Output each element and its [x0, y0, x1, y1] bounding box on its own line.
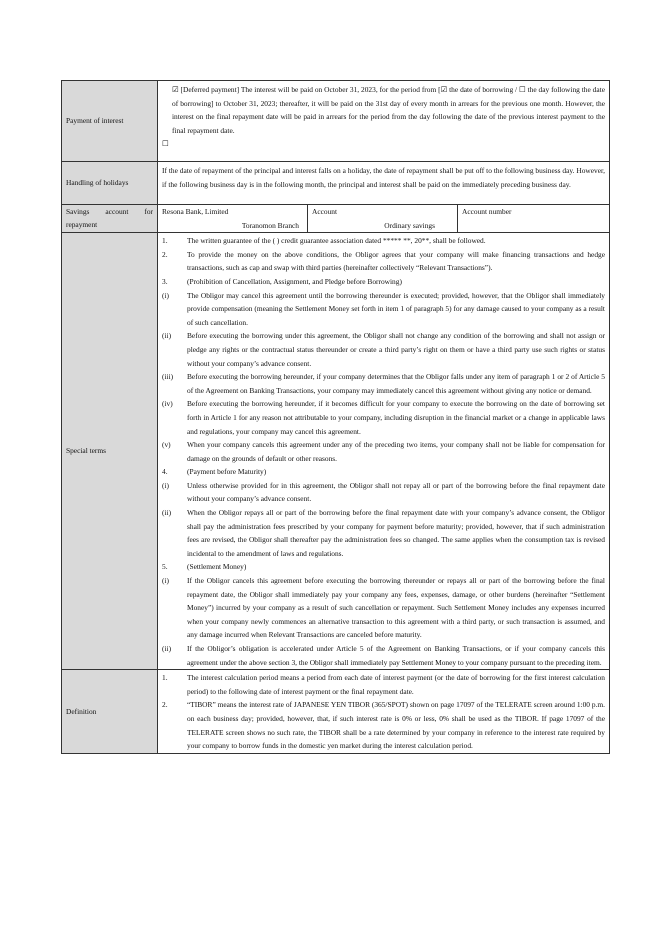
- clause-number: (iii): [162, 372, 174, 382]
- clause-item: [162, 275, 605, 289]
- clause-item: [162, 479, 605, 506]
- savings-account-label: Savings account for repayment: [62, 205, 158, 233]
- clause-number: (iv): [162, 399, 173, 409]
- clause-text: Before executing the borrowing hereunder, if your company determines that the Obligor falls under any item of paragraph 1 or 2 of Article 5 of the Agreement on Banking Transactions, your company may immediately cancel this agreement without giving any notice or demand.: [187, 372, 605, 395]
- clause-item: [162, 698, 605, 752]
- clause-text: When the Obligor repays all or part of the borrowing before the final repayment date with your company’s advance consent, the Obligor shall pay the administration fees prescribed by your company for payment before maturity; provided, however, that if such administration fees are revised, the Obligor shall thereafter pay the administration fees so changed. The same applies when the consumption tax is revised incidental to the amendment of laws and regulations.: [187, 508, 605, 558]
- clause-number: 1.: [162, 236, 168, 246]
- row-handling-of-holidays: [62, 162, 610, 205]
- clause-text: “TIBOR” means the interest rate of JAPANESE YEN TIBOR (365/SPOT) shown on page 17097 of the TELERATE screen around 1:00 p.m. on each business day; provided, however, that, if such interest rate is 0% or less, 0% shall be used as the TIBOR. If page 17097 of the TELERATE screen shows no such rate, the TIBOR shall be a rate determined by your company in reference to the interest rate required by your company to borrow funds in the domestic yen market during the interest calculation period.: [187, 700, 605, 751]
- row-special-terms: [62, 233, 610, 670]
- document-page: [61, 80, 609, 754]
- clause-number: 5.: [162, 562, 168, 572]
- account-number-label: Account number: [462, 207, 512, 216]
- clause-text: If the Obligor cancels this agreement before executing the borrowing thereunder or repays all or part of the borrowing before the final repayment date, the Obligor shall immediately pay your company any fees, expenses, damage, or other burdens (hereinafter “Settlement Money”) incurred by your company as a result of such cancellation or repayment. Such Settlement Money includes any expenses incurred when your company newly commences an alternative transaction to this agreement with a third party, or such transaction is assumed, and any damage incurred when Relevant Transactions are canceled before maturity.: [187, 576, 605, 640]
- clause-number: 2.: [162, 700, 168, 710]
- clause-item: [162, 438, 605, 465]
- clause-item: [162, 642, 605, 669]
- clause-number: (ii): [162, 331, 172, 341]
- row-payment-of-interest: [62, 81, 610, 162]
- clause-number: 3.: [162, 276, 168, 286]
- clause-item: [162, 560, 605, 574]
- bank-cell: [158, 205, 308, 233]
- clause-number: (v): [162, 440, 171, 450]
- clause-number: (i): [162, 290, 169, 300]
- clause-text: Before executing the borrowing hereunder, if it becomes difficult for your company to execute the borrowing on the date of borrowing set forth in Article 1 for any reason not attributable to your company, including disruption in the financial market or a change in applicable laws and regulations, your company may cancel this agreement.: [187, 399, 605, 436]
- clause-item: [162, 506, 605, 560]
- account-type: Ordinary savings: [384, 220, 435, 230]
- clause-text: When your company cancels this agreement under any of the preceding two items, your company shall not be liable for compensation for damage on the grounds of default or other reasons.: [187, 440, 605, 463]
- clause-text: Before executing the borrowing under this agreement, the Obligor shall not change any condition of the borrowing and shall not assign or pledge any rights or the contractual status thereunder or create a third party’s right on them or have a third party use such rights or status without your company’s advance consent.: [187, 331, 605, 368]
- special-terms-cell: [158, 233, 610, 670]
- clause-text: The written guarantee of the ( ) credit guarantee association dated ***** **, 20**, shall be followed.: [187, 236, 486, 246]
- clause-item: [162, 465, 605, 479]
- account-number-cell: [458, 205, 610, 233]
- deferred-payment-text: ☑ [Deferred payment] The interest will be paid on October 31, 2023, for the period from [☑ the date of borrowing / ☐ the day following the date of borrowing] to October 31, 2023; thereafter, it will be paid on the 31st day of every month in arrears for the previous one month. However, the interest on the final repayment date will be paid in arrears for the period from the day following the date of the previous interest payment to the final repayment date.: [172, 85, 605, 135]
- payment-of-interest-cell: [158, 81, 610, 162]
- row-definition: [62, 670, 610, 754]
- handling-of-holidays-label: Handling of holidays: [62, 162, 158, 205]
- clause-item: [162, 329, 605, 370]
- clause-item: [162, 289, 605, 330]
- account-label: Account: [312, 207, 338, 216]
- clause-number: (i): [162, 576, 169, 586]
- clause-text: Unless otherwise provided for in this agreement, the Obligor shall not repay all or part of the borrowing before the final repayment date without your company’s advance consent.: [187, 480, 605, 504]
- clause-item: [162, 234, 605, 248]
- row-savings-account: [62, 205, 610, 233]
- clause-item: [162, 370, 605, 397]
- branch-name: Toranomon Branch: [241, 220, 299, 230]
- special-terms-list: [162, 234, 605, 669]
- clause-text: The interest calculation period means a period from each date of interest payment (or the date of borrowing for the first interest calculation period) to the following date of interest payment or the final repayment date.: [187, 673, 605, 696]
- clause-number: (ii): [162, 508, 172, 518]
- clause-number: 4.: [162, 467, 168, 477]
- clause-item: [162, 248, 605, 275]
- terms-table: [61, 80, 610, 754]
- special-terms-label: Special terms: [62, 233, 158, 670]
- definition-cell: [158, 670, 610, 754]
- clause-number: (i): [162, 480, 169, 490]
- clause-text: If the Obligor’s obligation is accelerated under Article 5 of the Agreement on Banking Transactions, or if your company cancels this agreement under the above section 3, the Obligor shall immediately pay Settlement Money to your company pursuant to the preceding item.: [187, 644, 605, 667]
- clause-number: 2.: [162, 249, 168, 259]
- handling-of-holidays-text: If the date of repayment of the principal and interest falls on a holiday, the date of repayment shall be put off to the following business day. However, if the following business day is in the following month, the principal and interest shall be paid on the immediately preceding business day.: [158, 162, 610, 205]
- payment-of-interest-label: Payment of interest: [62, 81, 158, 162]
- alt-payment-checkbox[interactable]: ☐: [162, 139, 169, 149]
- account-cell: [308, 205, 458, 233]
- bank-name: Resona Bank, Limited: [162, 207, 229, 216]
- clause-text: (Prohibition of Cancellation, Assignment, and Pledge before Borrowing): [187, 276, 402, 286]
- clause-number: (ii): [162, 644, 172, 653]
- clause-item: [162, 671, 605, 698]
- clause-number: 1.: [162, 673, 168, 683]
- clause-text: The Obligor may cancel this agreement until the borrowing thereunder is executed; provided, however, that the Obligor shall immediately provide compensation (meaning the Settlement Money set forth in item 1 of paragraph 5) for any damage caused to your company as a result of such cancellation.: [187, 290, 605, 327]
- clause-text: (Settlement Money): [187, 562, 247, 572]
- deferred-payment-option: [162, 83, 605, 137]
- definition-label: Definition: [62, 670, 158, 754]
- clause-text: (Payment before Maturity): [187, 467, 267, 477]
- clause-text: To provide the money on the above conditions, the Obligor agrees that your company will make financing transactions and hedge transactions, such as cap and swap with third parties (hereinafter collectively “Relevant Transactions”).: [187, 249, 605, 273]
- clause-item: [162, 397, 605, 438]
- clause-item: [162, 574, 605, 642]
- definition-list: [162, 671, 605, 753]
